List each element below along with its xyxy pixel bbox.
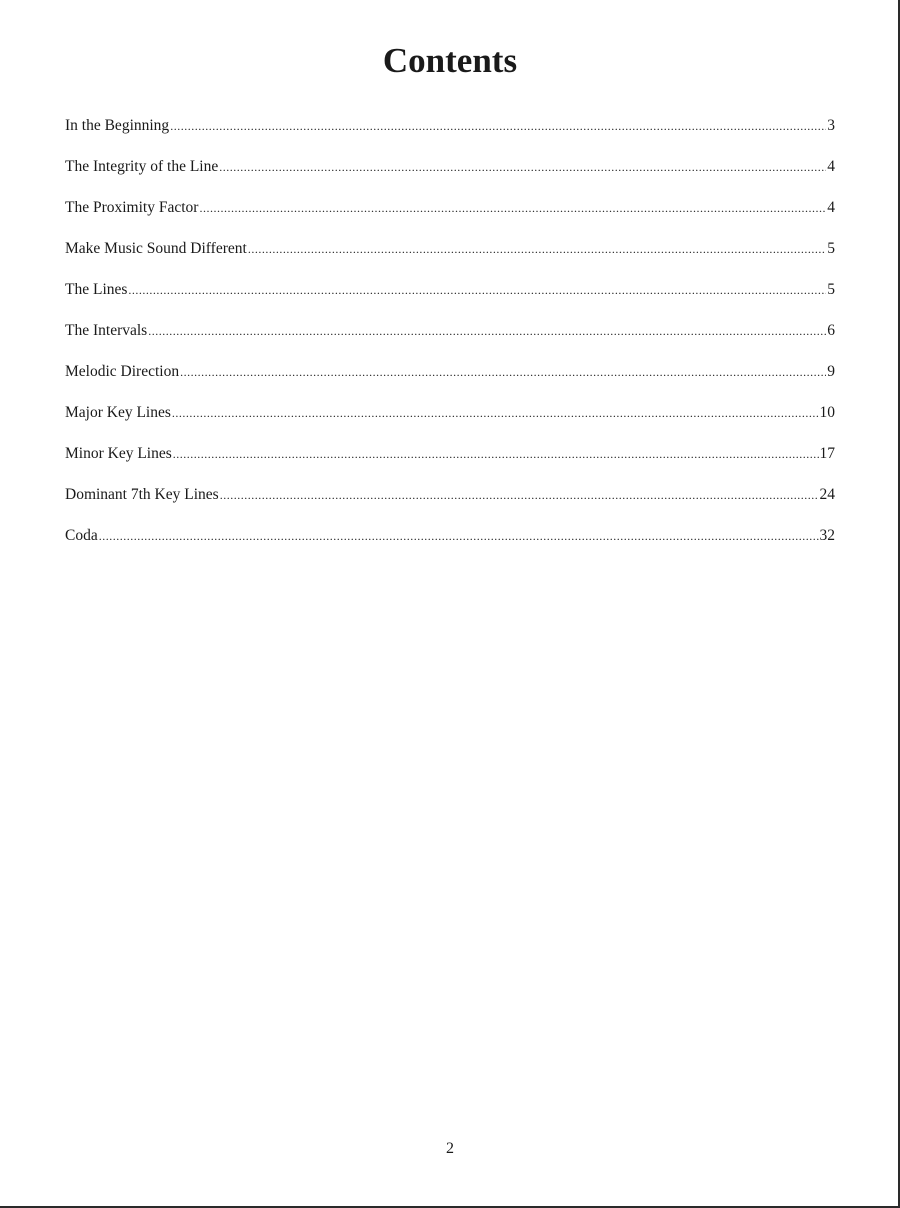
toc-entry-title: Coda — [65, 527, 98, 544]
toc-entry-title: The Lines — [65, 281, 128, 298]
toc-entry-title: Major Key Lines — [65, 404, 171, 421]
toc-entry[interactable] — [65, 277, 835, 318]
toc-entry-page: 4 — [827, 158, 835, 175]
dot-leader — [220, 482, 819, 508]
toc-entry-title: Melodic Direction — [65, 363, 180, 380]
toc-entry[interactable] — [65, 195, 835, 236]
toc-entry-page: 6 — [827, 322, 835, 339]
toc-entry-title: Make Music Sound Different — [65, 240, 247, 257]
toc-entry[interactable] — [65, 523, 835, 564]
dot-leader — [219, 154, 826, 180]
toc-entry-page: 24 — [819, 486, 835, 503]
table-of-contents — [65, 113, 835, 564]
toc-entry-title: Minor Key Lines — [65, 445, 172, 462]
toc-entry[interactable] — [65, 318, 835, 359]
page-number: 2 — [446, 1140, 454, 1157]
toc-entry-page: 4 — [827, 199, 835, 216]
toc-entry[interactable] — [65, 359, 835, 400]
dot-leader — [128, 277, 826, 303]
toc-entry[interactable] — [65, 400, 835, 441]
dot-leader — [199, 195, 826, 221]
dot-leader — [248, 236, 826, 262]
toc-entry-title: The Proximity Factor — [65, 199, 199, 216]
toc-entry[interactable] — [65, 441, 835, 482]
toc-entry-page: 32 — [819, 527, 835, 544]
toc-entry[interactable] — [65, 236, 835, 277]
dot-leader — [170, 113, 826, 139]
toc-entry-page: 3 — [827, 117, 835, 134]
toc-entry[interactable] — [65, 154, 835, 195]
toc-entry-title: The Intervals — [65, 322, 148, 339]
toc-entry-page: 9 — [827, 363, 835, 380]
dot-leader — [172, 400, 819, 426]
page-title: Contents — [382, 41, 518, 80]
toc-entry[interactable] — [65, 113, 835, 154]
toc-entry-page: 5 — [827, 240, 835, 257]
toc-entry-page: 17 — [819, 445, 835, 462]
toc-entry-title: In the Beginning — [65, 117, 170, 134]
toc-entry-page: 10 — [819, 404, 835, 421]
toc-entry-page: 5 — [827, 281, 835, 298]
dot-leader — [148, 318, 826, 344]
toc-entry[interactable] — [65, 482, 835, 523]
toc-entry-title: The Integrity of the Line — [65, 158, 219, 175]
dot-leader — [99, 523, 819, 549]
dot-leader — [173, 441, 819, 467]
toc-entry-title: Dominant 7th Key Lines — [65, 486, 219, 503]
dot-leader — [180, 359, 826, 385]
